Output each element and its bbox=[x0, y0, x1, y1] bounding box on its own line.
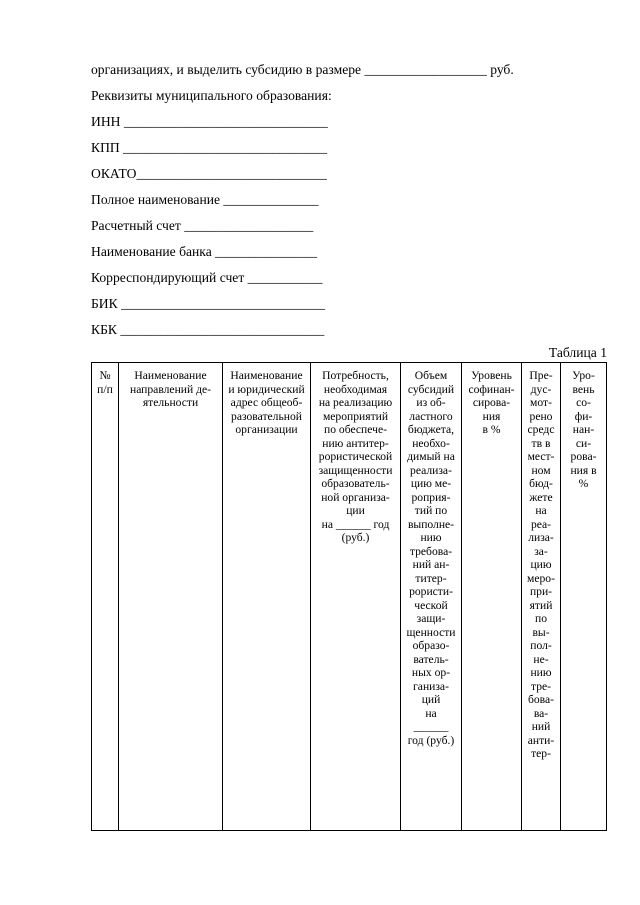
header-organization-text: Наименование и юридический адрес общеоб- разовательной организации bbox=[228, 369, 305, 436]
header-cell-directions bbox=[119, 363, 223, 831]
header-need-text: Потребность, необходимая на реализацию мероприятий по обеспече- нию антитер- рористической защищенности образователь- ной организа- ции на ______ год (руб.) bbox=[318, 369, 393, 544]
header-cell-need bbox=[311, 363, 401, 831]
header-cell-cofinancing-level-2 bbox=[561, 363, 607, 831]
header-cofinancing-level-text: Уровень софинан- сирова- ния в % bbox=[468, 369, 515, 436]
subsidy-table bbox=[91, 362, 607, 831]
header-cell-organization bbox=[223, 363, 311, 831]
line-okato: ОКАТО____________________________ bbox=[91, 166, 327, 181]
line-corr-account: Корреспондирующий счет ___________ bbox=[91, 270, 323, 285]
line-kpp: КПП ______________________________ bbox=[91, 140, 328, 155]
header-local-budget-text: Пре- дус- мот- рено средс тв в мест- ном бюд- жете на реа- лиза- за- цию меро- при- ятий по вы- пол- не- нию тре- бова- ва- ний анти- тер- bbox=[527, 369, 555, 760]
line-subsidy: организациях, и выделить субсидию в размере __________________ руб. bbox=[91, 62, 514, 77]
line-full-name: Полное наименование ______________ bbox=[91, 192, 319, 207]
line-kbk: КБК ______________________________ bbox=[91, 322, 325, 337]
header-number-text: № п/п bbox=[97, 369, 113, 396]
header-cell-number bbox=[92, 363, 119, 831]
table-caption: Таблица 1 bbox=[548, 345, 607, 360]
header-cell-cofinancing-level bbox=[462, 363, 522, 831]
line-account: Расчетный счет ___________________ bbox=[91, 218, 314, 233]
line-inn: ИНН ______________________________ bbox=[91, 114, 328, 129]
header-cell-regional-subsidy bbox=[401, 363, 462, 831]
line-bik: БИК ______________________________ bbox=[91, 296, 325, 311]
header-directions-text: Наименование направлений де- ятельности bbox=[129, 369, 211, 409]
line-requisites-heading: Реквизиты муниципального образования: bbox=[91, 88, 332, 103]
line-bank-name: Наименование банка _______________ bbox=[91, 244, 318, 259]
header-cell-local-budget bbox=[522, 363, 561, 831]
header-regional-subsidy-text: Объем субсидий из об- ластного бюджета, необхо- димый на реализа- цию ме- роприя- тий по выполне- нию требова- ний ан- титер- рористи- ческой защи- щенности образо- ватель- ных ор- ганиза- ций на ______ год (руб.) bbox=[406, 369, 456, 747]
header-cofinancing-level-2-text: Уро- вень со- фи- нан- си- рова- ния в % bbox=[570, 369, 597, 490]
table-header-row bbox=[92, 363, 607, 831]
